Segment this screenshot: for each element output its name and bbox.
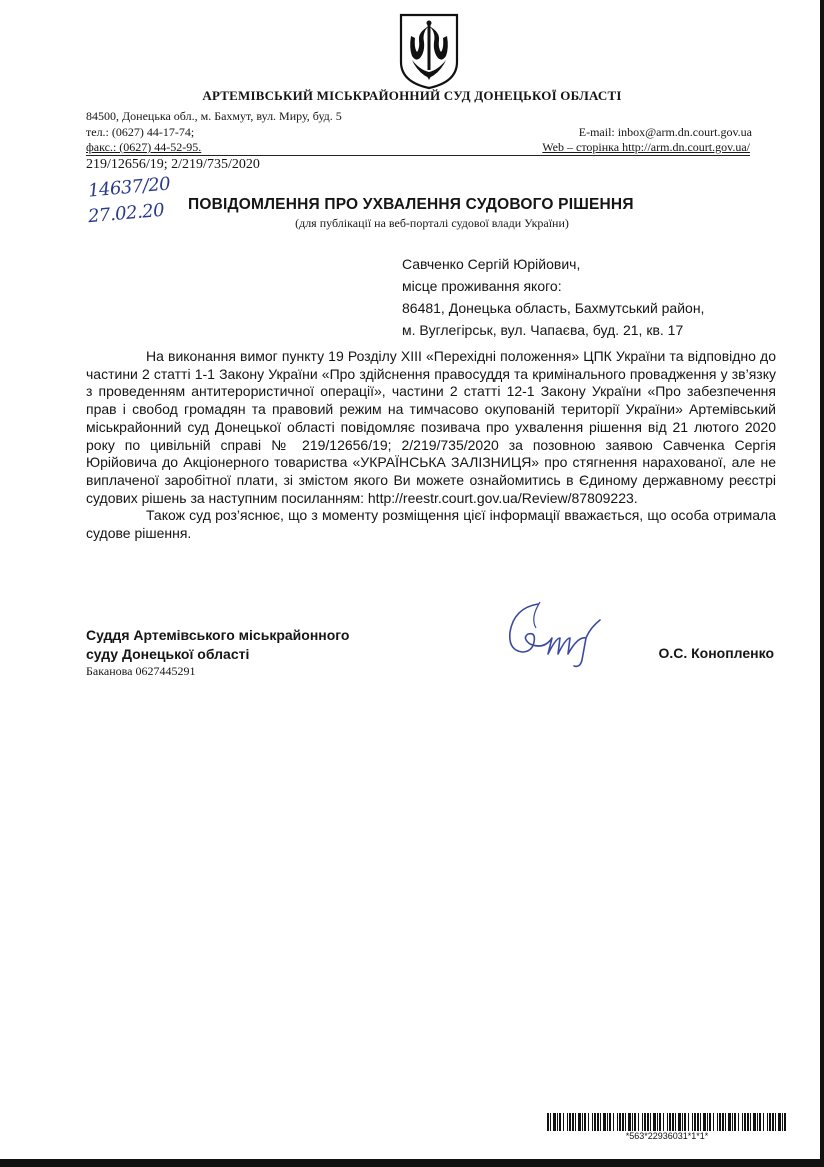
case-reference: 219/12656/19; 2/219/735/2020 [86, 157, 260, 172]
judge-title-line1: Суддя Артемівського міськрайонного [86, 627, 350, 643]
court-name: АРТЕМІВСЬКИЙ МІСЬКРАЙОННИЙ СУД ДОНЕЦЬКОЇ ОБЛАСТІ [202, 88, 622, 103]
notice-subtitle: (для публікації на веб-порталі судової влади України) [295, 216, 569, 230]
recipient-address-line1: 86481, Донецька область, Бахмутський район, [402, 300, 705, 316]
judge-signature [500, 598, 610, 670]
handwritten-registration-date: 27.02.20 [87, 199, 165, 228]
handwritten-registration-number: 14637/20 [87, 173, 171, 202]
barcode-caption: *563*22936031*1*1* [625, 1131, 709, 1141]
body-paragraph-2: Також суд роз’яснює, що з моменту розміщення цієї інформації вважається, що особа отримала судове рішення. [86, 507, 776, 542]
notice-title: ПОВІДОМЛЕННЯ ПРО УХВАЛЕННЯ СУДОВОГО РІШЕННЯ [188, 196, 634, 213]
coat-of-arms-emblem [398, 12, 460, 90]
judge-title-line2: суду Донецької області [86, 646, 250, 662]
executor-contact: Баканова 0627445291 [86, 664, 196, 678]
court-address: 84500, Донецька обл., м. Бахмут, вул. Миру, буд. 5 [86, 109, 342, 123]
court-phone: тел.: (0627) 44-17-74; [86, 125, 195, 139]
header-divider [86, 155, 750, 156]
judge-name: О.С. Конопленко [658, 645, 774, 661]
scan-bottom-edge [0, 1159, 824, 1167]
body-paragraph-1: На виконання вимог пункту 19 Розділу XIII «Перехідні положення» ЦПК України та відповідно до частини 2 статті 1-1 Закону України «Про здійснення правосуддя та кримінального провадження у зв’язку з проведенням антитерористичної операції», частини 2 статті 12-1 Закону України «Про забезпечення прав і свобод громадян та правовий режим на тимчасово окупованій території України» Артемівський міськрайонний суд Донецької області повідомляє позивача про ухвалення рішення від 21 лютого 2020 року по цивільній справі № 219/12656/19; 2/219/735/2020 за позовною заявою Савченка Сергія Юрійовича до Акціонерного товариства «УКРАЇНСЬКА ЗАЛІЗНИЦЯ» про стягнення нарахованої, але не виплаченої заробітної плати, зі змістом якого Ви можете ознайомитись в Єдиному державному реєстрі судових рішень за наступним посиланням: http://reestr.court.gov.ua/Review/87809223. [86, 348, 776, 506]
court-website-link[interactable]: Web – сторінка http://arm.dn.court.gov.ua/ [542, 140, 750, 154]
court-fax: факс.: (0627) 44-52-95. [86, 140, 202, 154]
recipient-name: Савченко Сергій Юрійович, [402, 256, 581, 272]
recipient-address-line2: м. Вуглегірськ, вул. Чапаєва, буд. 21, кв. 17 [402, 322, 684, 338]
court-email-link[interactable]: E-mail: inbox@arm.dn.court.gov.ua [578, 125, 752, 139]
judge-title [86, 626, 349, 664]
recipient-residence-label: місце проживання якого: [402, 278, 562, 294]
scan-right-edge [820, 0, 824, 1167]
document-barcode [547, 1113, 787, 1131]
notice-body [86, 348, 776, 543]
